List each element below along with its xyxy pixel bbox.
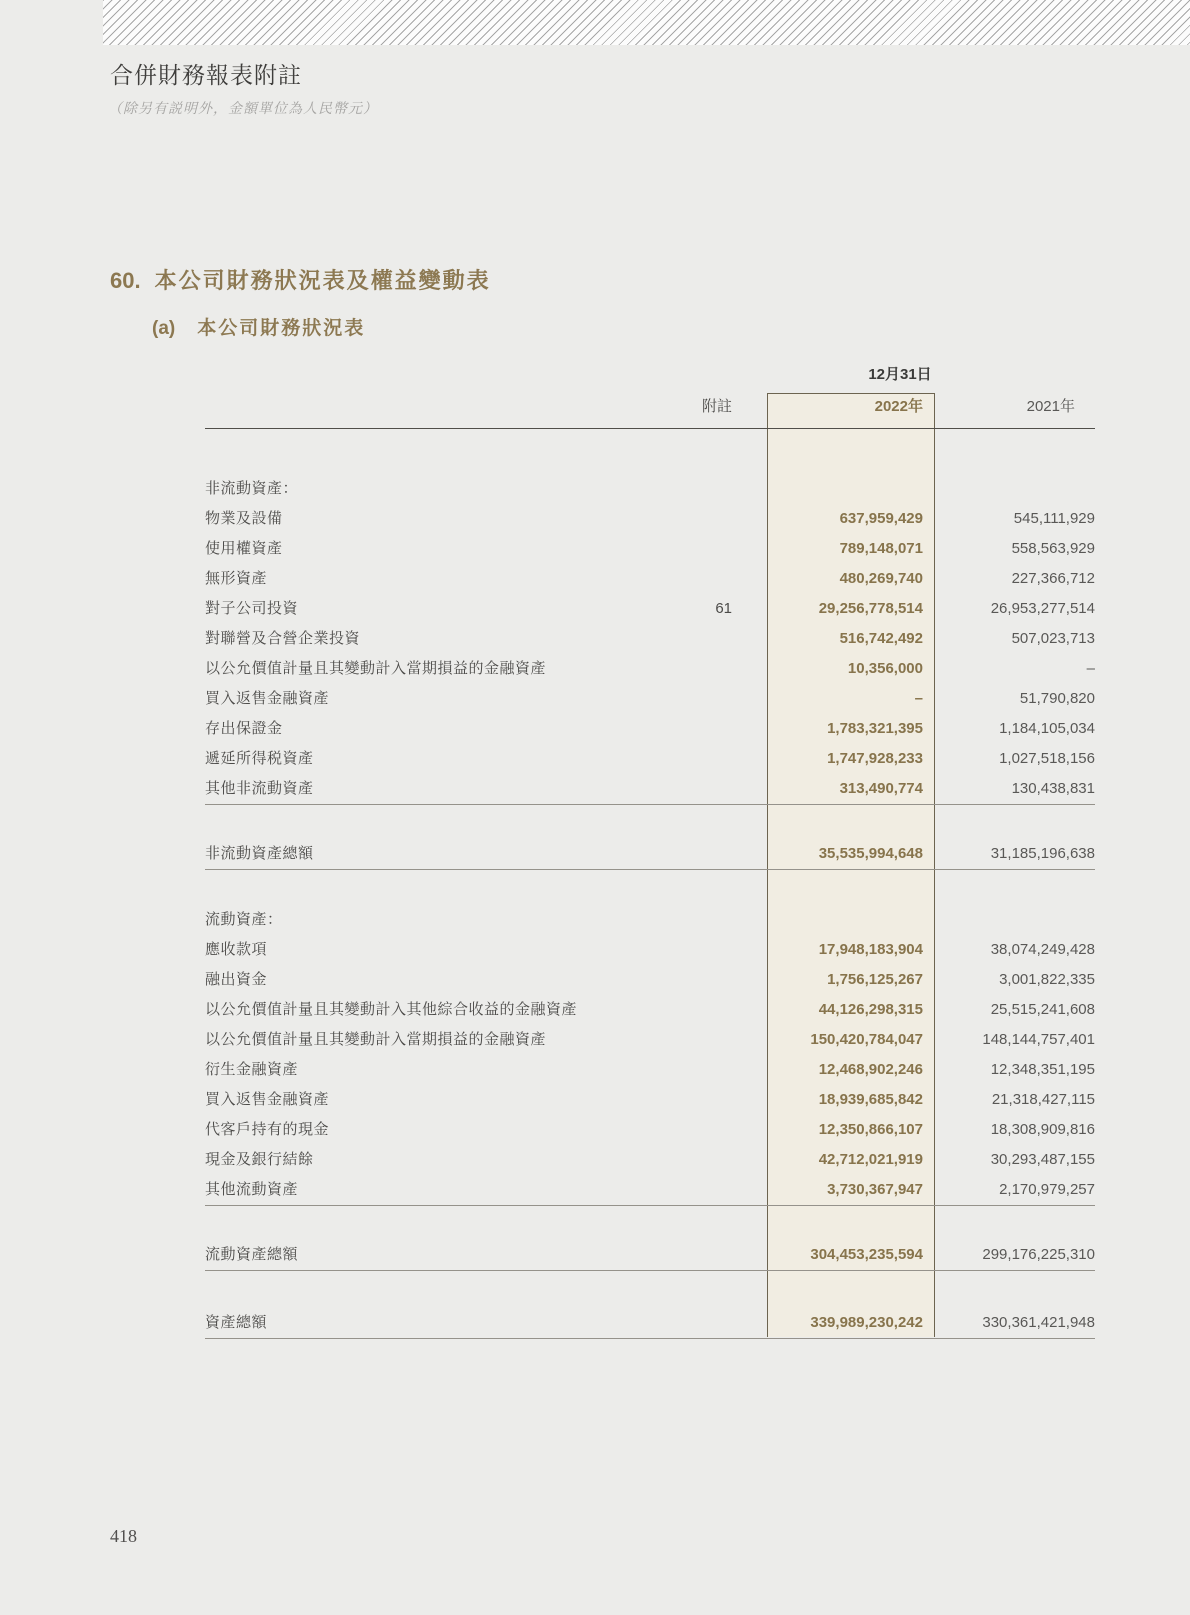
- row-note: [642, 935, 732, 965]
- row-note: [642, 1025, 732, 1055]
- row-value-2021: 21,318,427,115: [991, 1091, 1095, 1108]
- row-note: [642, 474, 732, 504]
- column-gap: [732, 839, 767, 869]
- table-spacer: [205, 1206, 1095, 1240]
- document-title: 合併財務報表附註: [110, 63, 302, 88]
- row-value-2022: 3,730,367,947: [827, 1181, 923, 1198]
- section-heading: [110, 264, 491, 295]
- row-value-2022: [767, 905, 935, 935]
- financial-position-table: [205, 363, 1095, 1339]
- row-label: 衍生金融資產: [205, 1061, 299, 1078]
- row-value-2022: 10,356,000: [847, 660, 923, 677]
- row-value-2022: 12,350,866,107: [818, 1121, 923, 1138]
- row-note: [642, 534, 732, 564]
- table-body: [205, 429, 1095, 1339]
- row-note: [642, 714, 732, 744]
- row-label: 買入返售金融資產: [205, 690, 330, 707]
- column-gap: [732, 774, 767, 804]
- column-gap: [732, 744, 767, 774]
- table-row: [205, 654, 1095, 684]
- table-row: [205, 624, 1095, 654]
- row-value-2022: 29,256,778,514: [818, 600, 923, 617]
- row-value-2022: 44,126,298,315: [818, 1001, 923, 1018]
- row-label: 流動資產總額: [205, 1246, 299, 1263]
- row-value-2022: 789,148,071: [839, 540, 923, 557]
- row-label: 其他非流動資產: [205, 780, 314, 797]
- column-gap: [732, 1085, 767, 1115]
- row-label: 資產總額: [205, 1314, 268, 1331]
- column-gap: [732, 594, 767, 624]
- row-value-2022: –: [914, 690, 923, 707]
- table-spacer: [205, 429, 1095, 474]
- table-spacer: [205, 870, 1095, 905]
- table-row: [205, 935, 1095, 965]
- row-note: [642, 995, 732, 1025]
- row-label: 使用權資產: [205, 540, 283, 557]
- row-label: 以公允價值計量且其變動計入當期損益的金融資產: [205, 1031, 547, 1048]
- column-gap: [732, 684, 767, 714]
- row-label: 買入返售金融資產: [205, 1091, 330, 1108]
- row-label: 非流動資產：: [205, 480, 299, 497]
- row-label: 流動資產：: [205, 911, 283, 928]
- table-row: [205, 564, 1095, 594]
- table-row: [205, 965, 1095, 995]
- table-row: [205, 474, 1095, 504]
- table-row: [205, 905, 1095, 935]
- row-label: 存出保證金: [205, 720, 283, 737]
- column-gap: [732, 534, 767, 564]
- table-row: [205, 1308, 1095, 1338]
- row-label: 對子公司投資: [205, 600, 299, 617]
- row-value-2021: 330,361,421,948: [982, 1314, 1095, 1331]
- row-value-2022: 17,948,183,904: [818, 941, 923, 958]
- table-spacer: [205, 1271, 1095, 1308]
- row-note: [642, 774, 732, 804]
- row-note: [642, 965, 732, 995]
- table-header-row: [205, 385, 1095, 428]
- row-value-2022: 150,420,784,047: [810, 1031, 923, 1048]
- row-value-2021: 38,074,249,428: [990, 941, 1095, 958]
- row-note: [642, 684, 732, 714]
- date-header: 12月31日: [868, 366, 932, 383]
- row-value-2021: 25,515,241,608: [990, 1001, 1095, 1018]
- row-value-2021: 26,953,277,514: [990, 600, 1095, 617]
- row-note: 61: [715, 600, 732, 617]
- column-gap: [732, 1025, 767, 1055]
- row-note: [642, 839, 732, 869]
- row-value-2021: 558,563,929: [1011, 540, 1095, 557]
- table-spacer: [205, 805, 1095, 839]
- table-row: [205, 1055, 1095, 1085]
- column-gap: [732, 1308, 767, 1338]
- subsection-heading: [152, 313, 365, 340]
- table-row: [205, 714, 1095, 744]
- row-value-2022: 1,747,928,233: [827, 750, 923, 767]
- row-value-2021: 3,001,822,335: [999, 971, 1095, 988]
- row-note: [642, 1115, 732, 1145]
- column-gap: [732, 1145, 767, 1175]
- row-note: [642, 564, 732, 594]
- row-note: [642, 744, 732, 774]
- row-value-2022: 12,468,902,246: [818, 1061, 923, 1078]
- row-label: 融出資金: [205, 971, 268, 988]
- row-label: 遞延所得税資產: [205, 750, 314, 767]
- column-header-note: 附註: [701, 398, 732, 415]
- table-row: [205, 744, 1095, 774]
- table-rule: [205, 1338, 1095, 1339]
- row-label: 以公允價值計量且其變動計入當期損益的金融資產: [205, 660, 547, 677]
- column-gap: [732, 504, 767, 534]
- row-label: 應收款項: [205, 941, 268, 958]
- date-header-row: [205, 363, 1095, 385]
- row-value-2021: [935, 474, 1095, 504]
- table-row: [205, 1115, 1095, 1145]
- row-value-2022: 1,756,125,267: [827, 971, 923, 988]
- row-value-2022: 516,742,492: [839, 630, 923, 647]
- subsection-label: (a): [152, 318, 176, 339]
- page-number: 418: [110, 1526, 137, 1546]
- row-value-2021: 227,366,712: [1011, 570, 1095, 587]
- row-note: [642, 1145, 732, 1175]
- column-gap: [732, 1115, 767, 1145]
- column-gap: [732, 1175, 767, 1205]
- section-title: 本公司財務狀況表及權益變動表: [154, 268, 491, 293]
- row-label: 其他流動資產: [205, 1181, 299, 1198]
- row-value-2021: 545,111,929: [1013, 510, 1095, 527]
- table-row: [205, 504, 1095, 534]
- column-gap: [732, 1240, 767, 1270]
- row-note: [642, 654, 732, 684]
- document-subtitle: （除另有説明外，金額單位為人民幣元）: [108, 102, 378, 117]
- row-value-2021: 507,023,713: [1011, 630, 1095, 647]
- row-label: 物業及設備: [205, 510, 283, 527]
- row-note: [642, 504, 732, 534]
- table-row: [205, 1085, 1095, 1115]
- table-row: [205, 1025, 1095, 1055]
- row-value-2021: –: [1086, 660, 1095, 677]
- row-note: [642, 1308, 732, 1338]
- row-value-2022: 480,269,740: [839, 570, 923, 587]
- row-value-2021: 51,790,820: [1019, 690, 1095, 707]
- row-value-2021: 12,348,351,195: [990, 1061, 1095, 1078]
- row-value-2021: 18,308,909,816: [990, 1121, 1095, 1138]
- column-header-2022: 2022年: [874, 398, 923, 415]
- column-header-2021: 2021年: [1026, 398, 1075, 415]
- table-row: [205, 774, 1095, 804]
- row-value-2021: 130,438,831: [1011, 780, 1095, 797]
- row-note: [642, 1055, 732, 1085]
- row-value-2022: 18,939,685,842: [818, 1091, 923, 1108]
- table-row: [205, 1240, 1095, 1270]
- table-row: [205, 1145, 1095, 1175]
- row-label: 對聯營及合營企業投資: [205, 630, 361, 647]
- column-gap: [732, 1055, 767, 1085]
- table-row: [205, 995, 1095, 1025]
- row-label: 非流動資產總額: [205, 845, 314, 862]
- row-value-2021: 2,170,979,257: [999, 1181, 1095, 1198]
- row-value-2021: 1,027,518,156: [999, 750, 1095, 767]
- row-value-2022: 1,783,321,395: [827, 720, 923, 737]
- section-number: 60.: [110, 268, 141, 293]
- row-value-2022: [767, 474, 935, 504]
- table-row: [205, 839, 1095, 869]
- row-label: 以公允價值計量且其變動計入其他綜合收益的金融資產: [205, 1001, 578, 1018]
- row-label: 代客戶持有的現金: [205, 1121, 330, 1138]
- row-value-2022: 35,535,994,648: [818, 845, 923, 862]
- row-value-2021: [935, 905, 1095, 935]
- row-value-2022: 339,989,230,242: [810, 1314, 923, 1331]
- row-note: [642, 905, 732, 935]
- column-gap: [732, 564, 767, 594]
- row-value-2021: 148,144,757,401: [982, 1031, 1095, 1048]
- column-gap: [732, 935, 767, 965]
- column-gap: [732, 714, 767, 744]
- row-note: [642, 1240, 732, 1270]
- column-gap: [732, 905, 767, 935]
- row-value-2021: 30,293,487,155: [990, 1151, 1095, 1168]
- row-note: [642, 1085, 732, 1115]
- row-label: 現金及銀行結餘: [205, 1151, 314, 1168]
- row-value-2021: 1,184,105,034: [999, 720, 1095, 737]
- column-gap: [732, 965, 767, 995]
- row-value-2021: 31,185,196,638: [990, 845, 1095, 862]
- table-row: [205, 684, 1095, 714]
- row-label: 無形資產: [205, 570, 268, 587]
- row-value-2022: 313,490,774: [839, 780, 923, 797]
- hatch-pattern-strip: [103, 0, 1190, 45]
- row-value-2021: 299,176,225,310: [982, 1246, 1095, 1263]
- column-gap: [732, 995, 767, 1025]
- row-value-2022: 42,712,021,919: [818, 1151, 923, 1168]
- column-gap: [732, 654, 767, 684]
- row-note: [642, 1175, 732, 1205]
- column-gap: [732, 474, 767, 504]
- table-row: [205, 1175, 1095, 1205]
- row-value-2022: 637,959,429: [839, 510, 923, 527]
- row-value-2022: 304,453,235,594: [810, 1246, 923, 1263]
- row-note: [642, 624, 732, 654]
- subsection-title: 本公司財務狀況表: [197, 318, 366, 339]
- table-row: [205, 534, 1095, 564]
- column-gap: [732, 624, 767, 654]
- table-row: [205, 594, 1095, 624]
